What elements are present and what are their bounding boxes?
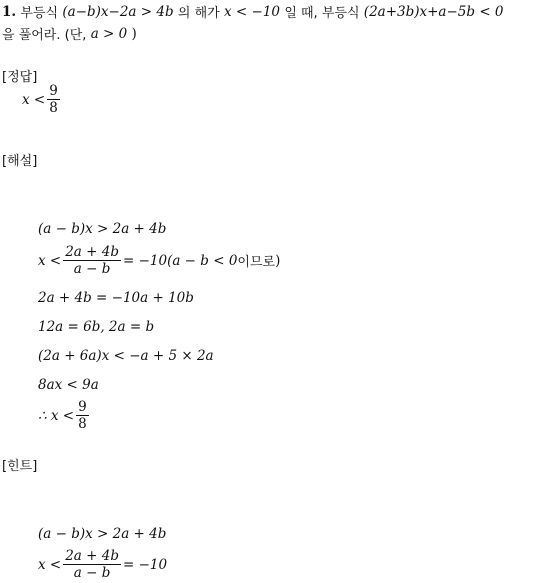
problem-text: 을 풀어라. (단, [2, 28, 87, 43]
step-lhs: x < [38, 556, 62, 573]
fraction-numerator: 9 [78, 399, 87, 415]
step-fraction [76, 400, 89, 431]
solution-step-4: 12a = 6b, 2a = b [38, 319, 155, 335]
solution-heading: [해설] [2, 154, 38, 169]
solution-step-7 [38, 400, 91, 431]
step-lhs: x < [38, 252, 62, 269]
problem-text: ) [131, 25, 137, 42]
step-lhs: ∴ x < [38, 407, 75, 424]
solution-step-6: 8ax < 9a [38, 377, 99, 393]
step-note: 이므로 [237, 255, 276, 271]
answer-lhs: x < [22, 91, 46, 108]
parameter-condition: a > 0 [90, 25, 128, 42]
solution-step-1: (a − b)x > 2a + 4b [38, 221, 167, 237]
solution-step-3: 2a + 4b = −10a + 10b [38, 290, 194, 306]
fraction-denominator: 8 [49, 100, 58, 117]
hint-heading: [힌트] [2, 459, 38, 474]
step-rhs: = −10 [122, 556, 168, 573]
inequality-2: (2a+3b)x+a−5b < 0 [363, 3, 504, 20]
fraction-denominator: a − b [73, 565, 111, 582]
step-fraction [63, 245, 121, 276]
step-fraction [63, 549, 121, 580]
fraction-denominator: 8 [78, 416, 87, 433]
problem-text: 부등식 [20, 6, 59, 21]
problem-number: 1. [2, 3, 17, 20]
answer-heading: [정답] [2, 70, 38, 85]
problem-line-2 [2, 24, 137, 43]
solution-step-5: (2a + 6a)x < −a + 5 × 2a [38, 348, 214, 364]
problem-line-1 [2, 2, 504, 21]
solution-condition: x < −10 [224, 3, 281, 20]
hint-step-2 [38, 549, 167, 580]
solution-step-2 [38, 245, 280, 276]
inequality-1: (a−b)x−2a > 4b [62, 3, 174, 20]
step-rhs: = −10(a − b < 0 [122, 252, 238, 269]
answer-fraction [47, 84, 60, 115]
fraction-numerator: 9 [49, 83, 58, 99]
fraction-denominator: a − b [73, 261, 111, 278]
problem-text: 의 해가 [177, 6, 220, 21]
fraction-numerator: 2a + 4b [65, 244, 119, 260]
hint-step-1: (a − b)x > 2a + 4b [38, 526, 167, 542]
problem-text: 일 때, 부등식 [284, 6, 360, 21]
fraction-numerator: 2a + 4b [65, 548, 119, 564]
step-close-paren: ) [275, 252, 281, 269]
answer-expression [22, 84, 62, 115]
